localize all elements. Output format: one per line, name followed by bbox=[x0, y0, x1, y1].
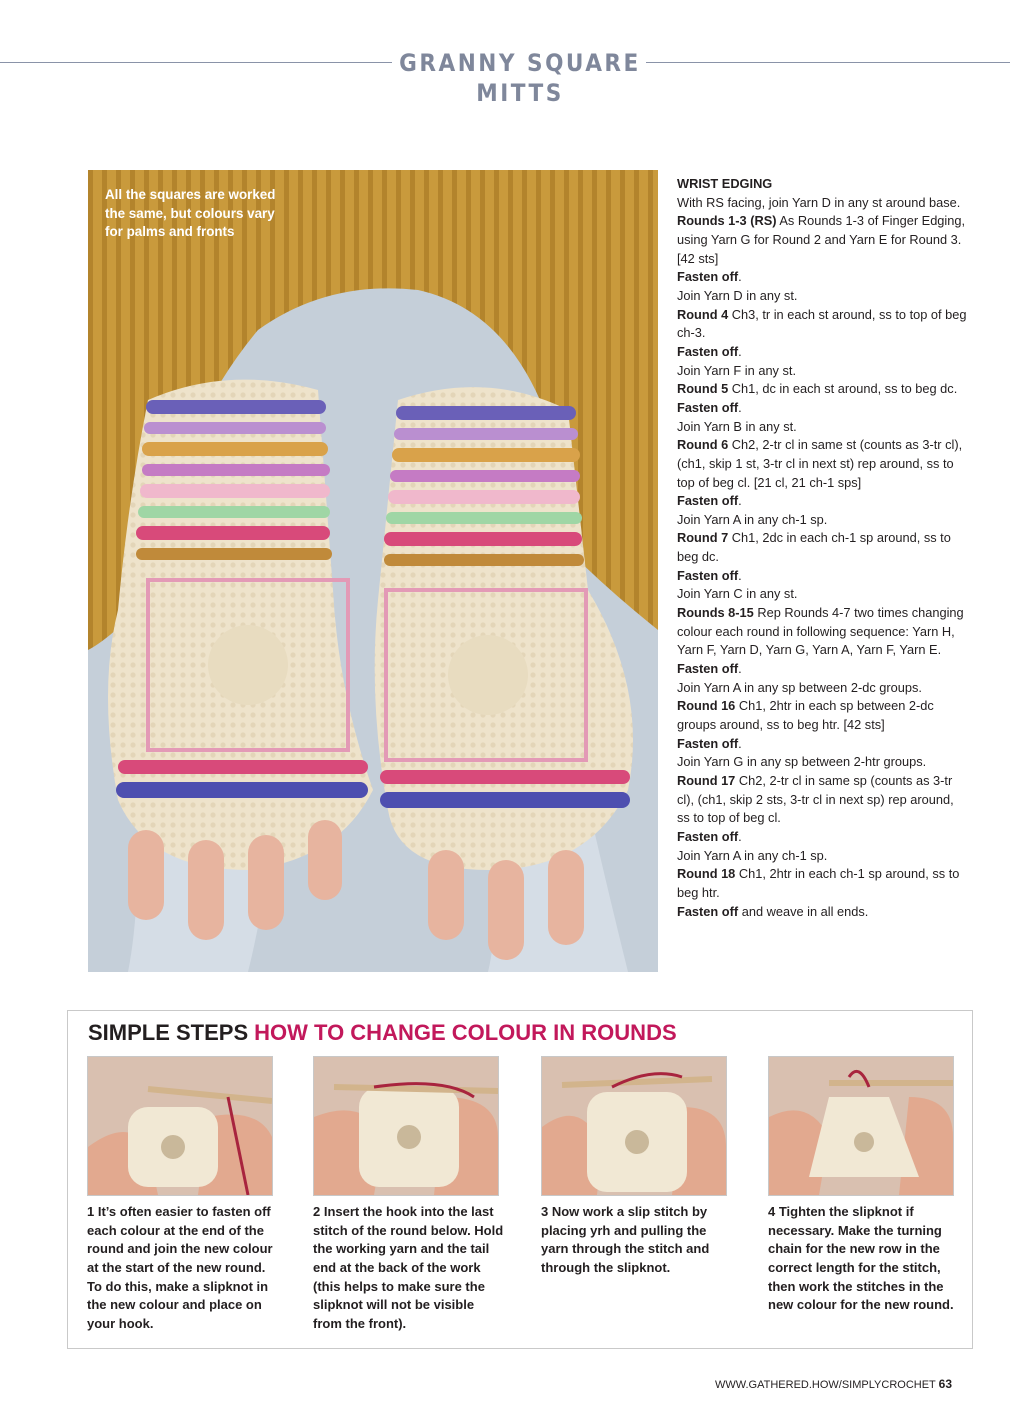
simple-steps-subtitle: HOW TO CHANGE COLOUR IN ROUNDS bbox=[254, 1020, 677, 1045]
pattern-line-label: Round 4 bbox=[677, 306, 729, 322]
step-number: 3 bbox=[541, 1204, 549, 1219]
pattern-line-label: Rounds 8-15 bbox=[677, 605, 754, 621]
pattern-line-text: . bbox=[738, 567, 742, 583]
pattern-line-label: Fasten off bbox=[677, 343, 739, 359]
pattern-line-text: With RS facing, join Yarn D in any st around base. bbox=[677, 194, 961, 210]
pattern-line-text: Ch2, 2-tr cl in same st (counts as 3-tr cl), (ch1, skip 1 st, 3-tr cl in next st) rep around, ss to top of beg cl. [21 cl, 21 ch-1 sps] bbox=[677, 437, 963, 490]
pattern-line bbox=[677, 865, 967, 902]
pattern-line-label: Round 18 bbox=[677, 866, 736, 882]
pattern-line bbox=[677, 585, 967, 604]
hero-caption: All the squares are worked the same, but colours vary for palms and fronts bbox=[105, 187, 276, 240]
pattern-line bbox=[677, 697, 967, 734]
pattern-line-text: Join Yarn B in any st. bbox=[677, 418, 797, 434]
pattern-line bbox=[677, 343, 967, 362]
pattern-line bbox=[677, 828, 967, 847]
footer-url[interactable]: WWW.GATHERED.HOW/SIMPLYCROCHET bbox=[714, 1379, 936, 1391]
pattern-line-text: Ch2, 2-tr cl in same sp (counts as 3-tr cl), (ch1, skip 2 sts, 3-tr cl in next sp) rep around, ss to top of beg cl. bbox=[677, 773, 954, 826]
step-1-text bbox=[87, 1203, 277, 1334]
pattern-line-label: Round 5 bbox=[677, 381, 729, 397]
step-body: It’s often easier to fasten off each colour at the end of the round and join the new colour at the start of the new round. To do this, make a slipknot in the new colour and place on your hook. bbox=[87, 1204, 273, 1331]
hero-photo-mitts bbox=[88, 170, 658, 972]
pattern-line-text: Join Yarn D in any st. bbox=[677, 287, 798, 303]
pattern-line bbox=[677, 436, 967, 492]
pattern-line-text: and weave in all ends. bbox=[738, 903, 869, 919]
step-number: 2 bbox=[313, 1204, 321, 1219]
pattern-instructions bbox=[677, 175, 967, 921]
pattern-line-text: . bbox=[738, 493, 742, 509]
pattern-line-label: WRIST EDGING bbox=[677, 176, 773, 191]
pattern-line-text: Join Yarn C in any st. bbox=[677, 586, 798, 602]
step-3-text bbox=[541, 1203, 723, 1278]
pattern-line bbox=[677, 735, 967, 754]
pattern-line-text: Ch1, 2htr in each sp between 2-dc groups around, ss to beg htr. [42 sts] bbox=[677, 698, 934, 733]
pattern-line-text: Ch1, 2dc in each ch-1 sp around, ss to beg dc. bbox=[677, 530, 951, 565]
pattern-line bbox=[677, 604, 967, 660]
pattern-line-label: Round 6 bbox=[677, 437, 729, 453]
pattern-line-text: Join Yarn A in any ch-1 sp. bbox=[677, 511, 828, 527]
pattern-line-label: Round 7 bbox=[677, 530, 729, 546]
simple-steps-label: SIMPLE STEPS bbox=[88, 1020, 249, 1045]
header-rule-left bbox=[0, 62, 392, 63]
pattern-line bbox=[677, 287, 967, 306]
pattern-line-text: . bbox=[738, 828, 742, 844]
pattern-line bbox=[677, 175, 967, 194]
pattern-line bbox=[677, 492, 967, 511]
pattern-line bbox=[677, 529, 967, 566]
pattern-line bbox=[677, 679, 967, 698]
pattern-line-label: Fasten off bbox=[677, 828, 739, 844]
step-4-text bbox=[768, 1203, 958, 1315]
step-body: Tighten the slipknot if necessary. Make the turning chain for the new row in the correct length for the stitch, then work the stitches in the new colour for the new round. bbox=[768, 1204, 954, 1313]
pattern-line bbox=[677, 268, 967, 287]
step-number: 4 bbox=[768, 1204, 776, 1219]
pattern-line-label: Round 17 bbox=[677, 773, 736, 788]
pattern-line-label: Fasten off bbox=[677, 903, 739, 919]
pattern-line-text: Join Yarn A in any ch-1 sp. bbox=[677, 847, 828, 863]
pattern-line bbox=[677, 362, 967, 381]
simple-steps-title bbox=[88, 1019, 677, 1047]
pattern-line-label: Fasten off bbox=[677, 399, 739, 415]
pattern-line-label: Fasten off bbox=[677, 735, 739, 751]
pattern-line bbox=[677, 212, 967, 268]
pattern-line bbox=[677, 567, 967, 586]
pattern-line-text: . bbox=[738, 269, 742, 285]
pattern-line-text: . bbox=[738, 735, 742, 751]
pattern-line bbox=[677, 399, 967, 418]
pattern-line-text: Rep Rounds 4-7 two times changing colour each round in following sequence: Yarn H, Yarn F, Yarn D, Yarn G, Yarn A, Yarn F, Yarn E. bbox=[677, 605, 964, 658]
pattern-line-text: . bbox=[738, 399, 742, 415]
pattern-line-label: Fasten off bbox=[677, 567, 739, 583]
step-1-photo bbox=[87, 1056, 273, 1196]
pattern-line-text: Ch1, dc in each st around, ss to beg dc. bbox=[728, 381, 958, 397]
step-2-photo bbox=[313, 1056, 499, 1196]
step-2-text bbox=[313, 1203, 505, 1334]
pattern-line bbox=[677, 380, 967, 399]
step-body: Now work a slip stitch by placing yrh and pulling the yarn through the stitch and through the slipknot. bbox=[541, 1204, 710, 1275]
pattern-line-label: Round 16 bbox=[677, 698, 736, 714]
pattern-line-text: . bbox=[738, 343, 742, 359]
pattern-line bbox=[677, 772, 967, 828]
pattern-line bbox=[677, 847, 967, 866]
pattern-line-label: Fasten off bbox=[677, 661, 739, 677]
pattern-line-label: Rounds 1-3 (RS) bbox=[677, 213, 777, 229]
pattern-line-text: Ch1, 2htr in each ch-1 sp around, ss to beg htr. bbox=[677, 866, 960, 900]
pattern-line bbox=[677, 753, 967, 772]
step-body: Insert the hook into the last stitch of the round below. Hold the working yarn and the tail end at the back of the work (this helps to make sure the slipknot will not be visible from the front). bbox=[313, 1204, 504, 1331]
pattern-line-text: As Rounds 1-3 of Finger Edging, using Yarn G for Round 2 and Yarn E for Round 3. [42 sts] bbox=[677, 213, 966, 266]
pattern-line-text: Join Yarn F in any st. bbox=[677, 362, 797, 378]
step-3-photo bbox=[541, 1056, 727, 1196]
pattern-line bbox=[677, 418, 967, 437]
pattern-line-text: . bbox=[738, 661, 742, 677]
pattern-line-text: Join Yarn A in any sp between 2-dc groups. bbox=[677, 679, 922, 695]
pattern-line-label: Fasten off bbox=[677, 269, 739, 285]
header-rule-right bbox=[646, 62, 1010, 63]
step-number: 1 bbox=[87, 1204, 95, 1219]
pattern-line-text: Join Yarn G in any sp between 2-htr groups. bbox=[677, 754, 927, 770]
pattern-line-text: Ch3, tr in each st around, ss to top of beg ch-3. bbox=[677, 306, 967, 341]
pattern-line-label: Fasten off bbox=[677, 493, 739, 509]
pattern-line bbox=[677, 306, 967, 343]
step-4-photo bbox=[768, 1056, 954, 1196]
page-title: GRANNY SQUARE MITTS bbox=[399, 49, 641, 107]
pattern-line bbox=[677, 511, 967, 530]
pattern-line bbox=[677, 660, 967, 679]
page-footer bbox=[715, 1377, 952, 1391]
page-number: 63 bbox=[938, 1377, 952, 1391]
pattern-line bbox=[677, 903, 967, 922]
pattern-line bbox=[677, 194, 967, 213]
